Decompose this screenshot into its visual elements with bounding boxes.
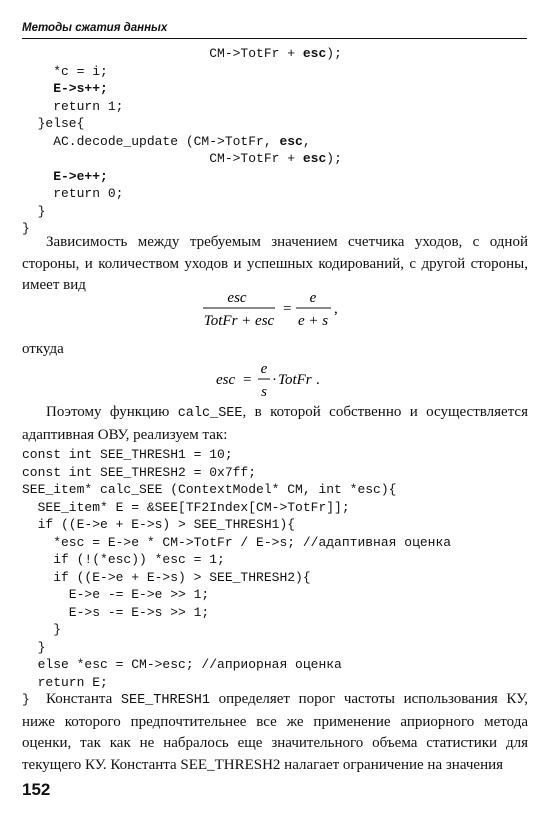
code-line: AC.decode_update (CM->TotFr, esc,: [22, 133, 311, 149]
formula-1-right-numerator: e: [309, 290, 317, 306]
formula-2-equals: =: [243, 372, 252, 388]
code-block-decode: [22, 45, 342, 238]
formula-1-right-denominator: e + s: [297, 313, 329, 329]
paragraph-3-text-after: определяет порог частоты использования КУ, ниже которого предпочтительнее все же применение априорного метода оценки, так как не набралось еще значительного объема статистики для текущего КУ. Константа SEE_THRESH2 налагает ограничение на значения: [22, 691, 529, 773]
code-line: return 0;: [22, 186, 124, 201]
code-line: SEE_item* calc_SEE (ContextModel* CM, int *esc){: [22, 482, 397, 497]
formula-2-denominator: s: [261, 384, 267, 400]
code-line: return 1;: [22, 98, 124, 114]
paragraph-thresholds: [22, 689, 528, 776]
formula-1-left-numerator: esc: [227, 290, 247, 306]
code-line: }else{: [22, 116, 85, 131]
running-title: Методы сжатия данных: [22, 22, 168, 34]
code-line: CM->TotFr + esc);: [22, 151, 342, 166]
paragraph-2-text-after: , в которой собственно и осуществляется адаптивная ОВУ, реализуем так:: [22, 404, 528, 443]
formula-1-left-denominator: TotFr + esc: [203, 313, 275, 329]
code-line: }: [22, 692, 30, 707]
formula-2-dot: ·: [272, 372, 277, 388]
paragraph-3-code: SEE_THRESH1: [120, 693, 210, 708]
code-line: return E;: [22, 674, 108, 690]
formula-2-lhs: esc: [216, 372, 236, 388]
code-line: if ((E->e + E->s) > SEE_THRESH1){: [22, 517, 296, 532]
code-line: *c = i;: [22, 63, 108, 79]
paragraph-dependency: Зависимость между требуемым значением счетчика уходов, с одной стороны, и количеством уходов и успешных кодирований, с другой стороны, имеет вид: [22, 234, 528, 293]
code-line: }: [22, 639, 46, 655]
code-line: SEE_item* E = &SEE[TF2Index[CM->TotFr]];: [22, 499, 350, 515]
formula-esc-estimate: [212, 358, 332, 404]
paragraph-2-text-before: Поэтому функцию: [46, 404, 178, 420]
code-block-calc-see: [22, 446, 451, 709]
code-line: if (!(*esc)) *esc = 1;: [22, 552, 225, 567]
page-number: 152: [22, 780, 51, 799]
code-line: }: [22, 203, 46, 219]
code-line: *esc = E->e * CM->TotFr / E->s; //адаптивная оценка: [22, 534, 452, 550]
code-line: const int SEE_THRESH2 = 0x7ff;: [22, 464, 257, 480]
word-otkuda: откуда: [22, 341, 64, 357]
code-line: if ((E->e + E->s) > SEE_THRESH2){: [22, 569, 311, 585]
code-line: E->s++;: [22, 81, 108, 96]
code-line: const int SEE_THRESH1 = 10;: [22, 447, 233, 462]
formula-esc-ratio: [195, 287, 345, 333]
formula-2-numerator: e: [260, 361, 268, 377]
code-line: CM->TotFr + esc);: [22, 46, 342, 61]
formula-2-period: .: [316, 372, 320, 388]
code-line: E->e++;: [22, 168, 108, 184]
code-line: else *esc = CM->esc; //априорная оценка: [22, 657, 342, 672]
paragraph-2-code: calc_SEE: [177, 406, 243, 421]
code-line: }: [22, 622, 62, 637]
code-line: }: [22, 221, 30, 236]
code-line: E->s -= E->s >> 1;: [22, 604, 210, 620]
running-header: [22, 18, 527, 39]
paragraph-3-text-before: Константа: [46, 691, 121, 707]
formula-1-comma: ,: [334, 301, 338, 317]
paragraph-calc-see: [22, 402, 528, 446]
formula-1-equals: =: [283, 301, 292, 317]
code-line: E->e -= E->e >> 1;: [22, 587, 210, 602]
formula-2-rhs: TotFr: [278, 372, 312, 388]
